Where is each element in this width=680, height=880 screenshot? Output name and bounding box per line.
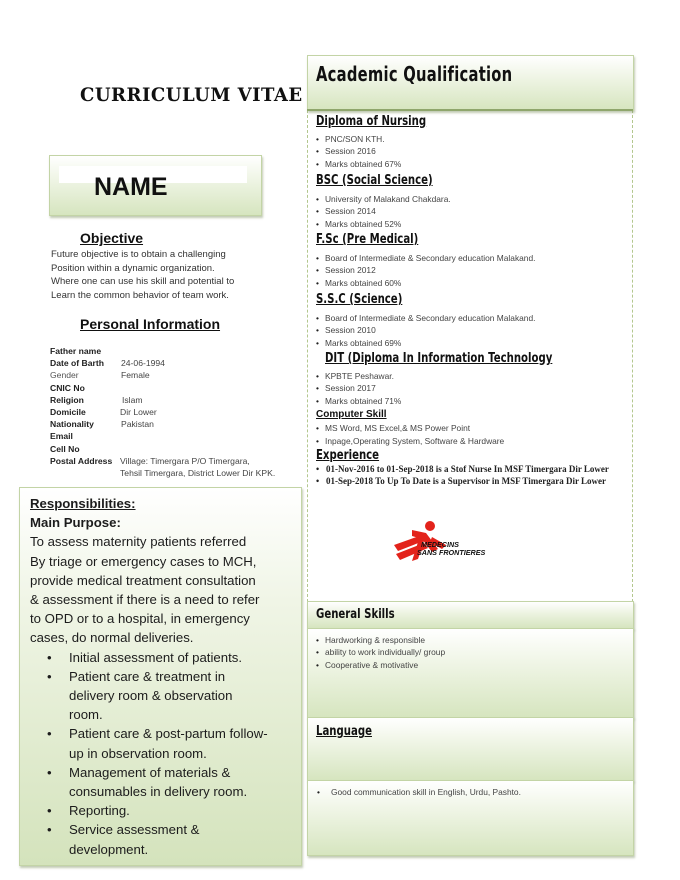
objective-line: Where one can use his skill and potential to: [51, 276, 235, 287]
academic-heading: Academic Qualification: [316, 62, 513, 86]
degree-details: [316, 312, 535, 349]
experience-item: • 01-Sep-2018 To Up To Date is a Supervisor in MSF Timergara Dir Lower: [316, 476, 634, 487]
degree-detail-item: • Session 2017: [316, 382, 401, 394]
objective-heading: Objective: [80, 230, 144, 246]
general-skill-item: • Hardworking & responsible: [316, 634, 445, 646]
general-skills-body: [307, 628, 634, 718]
pi-label: Gender: [50, 370, 79, 381]
msf-logo-text: [417, 541, 485, 556]
responsibility-line: consumables in delivery room.: [69, 784, 248, 800]
degree-title: S.S.C (Science): [316, 292, 403, 307]
degree-title: Diploma of Nursing: [316, 114, 427, 129]
degree-detail-item: • Marks obtained 71%: [316, 395, 401, 407]
cv-title: CURRICULUM VITAE: [80, 84, 303, 106]
pi-label: Religion: [50, 394, 84, 405]
degree-detail-item: • Marks obtained 67%: [316, 158, 401, 170]
msf-logo-line1: MEDECINS: [421, 540, 459, 549]
pi-label: Nationality: [50, 419, 94, 430]
responsibility-line: • Initial assessment of patients.: [69, 649, 242, 665]
msf-logo-line2: SANS FRONTIERES: [417, 547, 486, 557]
pi-label: Father name: [50, 346, 102, 356]
degree-detail-item: • Session 2016: [316, 145, 401, 157]
responsibility-item: [69, 667, 298, 725]
degree-detail-item: • Session 2010: [316, 324, 535, 336]
academic-header: [307, 55, 634, 111]
degree-detail-item: • University of Malakand Chakdara.: [316, 193, 451, 205]
language-item: • Good communication skill in English, Urdu, Pashto.: [331, 787, 521, 797]
responsibility-item: [69, 763, 298, 801]
responsibility-item: [69, 801, 298, 820]
degree-detail-item: • Board of Intermediate & Secondary education Malakand.: [316, 312, 535, 324]
main-purpose-line: To assess maternity patients referred: [30, 534, 247, 550]
objective-line: Position within a dynamic organization.: [51, 262, 215, 274]
degree-title: F.Sc (Pre Medical): [316, 232, 419, 247]
name-box: [49, 155, 262, 216]
degree-details: [316, 133, 401, 170]
main-purpose-line: & assessment if there is a need to refer: [30, 592, 260, 608]
responsibility-line: up in observation room.: [69, 745, 207, 761]
degree-details: [316, 370, 401, 407]
degree-title: DIT (Diploma In Information Technology: [325, 351, 553, 366]
main-purpose-label: Main Purpose:: [30, 515, 121, 531]
pi-value: Dir Lower: [120, 406, 157, 417]
degree-detail-item: • Session 2012: [316, 264, 535, 276]
experience-item: • 01-Nov-2016 to 01-Sep-2018 is a Stof Nurse In MSF Timergara Dir Lower: [316, 464, 634, 475]
pi-value: Tehsil Timergara, District Lower Dir KPK.: [120, 467, 276, 478]
responsibility-line: room.: [69, 707, 103, 723]
pi-value: Pakistan: [121, 419, 154, 430]
degree-detail-item: • Marks obtained 69%: [316, 337, 535, 349]
general-skills-header: [307, 601, 634, 629]
pi-value: Village: Timergara P/O Timergara,: [120, 455, 250, 466]
degree-detail-item: • PNC/SON KTH.: [316, 133, 401, 145]
pi-label: Domicile: [50, 406, 86, 417]
degree-detail-item: • KPBTE Peshawar.: [316, 370, 401, 382]
degree-details: [316, 193, 451, 230]
pi-label: CNIC No: [50, 382, 85, 393]
pi-label: Postal Address: [50, 455, 113, 466]
main-purpose-line: provide medical treatment consultation: [30, 572, 256, 588]
pi-label: Cell No: [50, 443, 80, 454]
responsibilities-heading: Responsibilities:: [30, 496, 136, 511]
objective-line: Learn the common behavior of team work.: [51, 289, 229, 301]
msf-logo: [386, 515, 506, 569]
responsibility-line: development.: [69, 841, 149, 857]
academic-header-divider: [307, 109, 633, 111]
general-skills-list: [316, 634, 445, 671]
responsibility-line: • Service assessment &: [69, 822, 200, 838]
general-skill-item: • ability to work individually/ group: [316, 646, 445, 658]
objective-line: Future objective is to obtain a challenging: [51, 249, 226, 260]
responsibility-item: [69, 820, 298, 858]
degree-detail-item: • Marks obtained 60%: [316, 277, 535, 289]
pi-value: Islam: [122, 394, 143, 405]
main-purpose-line: cases, do normal deliveries.: [30, 630, 194, 646]
language-body: [307, 780, 634, 856]
degree-detail-item: • Marks obtained 52%: [316, 218, 451, 230]
responsibility-line: • Reporting.: [69, 803, 130, 819]
responsibility-line: delivery room & observation: [69, 688, 233, 704]
candidate-name: NAME: [94, 173, 168, 201]
general-skill-item: • Cooperative & motivative: [316, 659, 445, 671]
pi-value: Female: [121, 370, 150, 381]
responsibility-line: • Patient care & treatment in: [69, 668, 226, 684]
general-skills-heading: General Skills: [316, 607, 395, 622]
pi-label: Email: [50, 431, 73, 442]
main-purpose-line: to OPD or to a hospital, in emergency: [30, 611, 250, 627]
language-heading: Language: [316, 724, 372, 739]
language-header: [307, 717, 634, 781]
degree-title: BSC (Social Science): [316, 173, 433, 188]
objective-text: [51, 248, 291, 302]
main-purpose-line: By triage or emergency cases to MCH,: [30, 553, 257, 569]
responsibilities-content: [30, 494, 298, 859]
degree-details: [316, 252, 535, 289]
pi-label: Date of Barth: [50, 358, 104, 369]
computer-skill-list: [316, 422, 504, 447]
computer-skill-item: • MS Word, MS Excel,& MS Power Point: [316, 422, 504, 435]
degree-detail-item: • Board of Intermediate & Secondary education Malakand.: [316, 252, 535, 264]
responsibilities-box: [19, 487, 302, 866]
responsibility-line: • Patient care & post-partum follow-: [69, 726, 268, 742]
experience-heading: Experience: [316, 448, 380, 463]
degree-detail-item: • Session 2014: [316, 205, 451, 217]
responsibility-line: • Management of materials &: [69, 764, 231, 780]
responsibility-item: [69, 724, 298, 762]
pi-value: 24-06-1994: [121, 358, 165, 369]
computer-skill-item: • Inpage,Operating System, Software & Hardware: [316, 435, 504, 448]
responsibility-item: [69, 648, 298, 667]
personal-info-heading: Personal Information: [80, 316, 221, 332]
responsibilities-list: [30, 648, 298, 859]
experience-list: [316, 464, 634, 487]
computer-skill-heading: Computer Skill: [316, 409, 387, 420]
